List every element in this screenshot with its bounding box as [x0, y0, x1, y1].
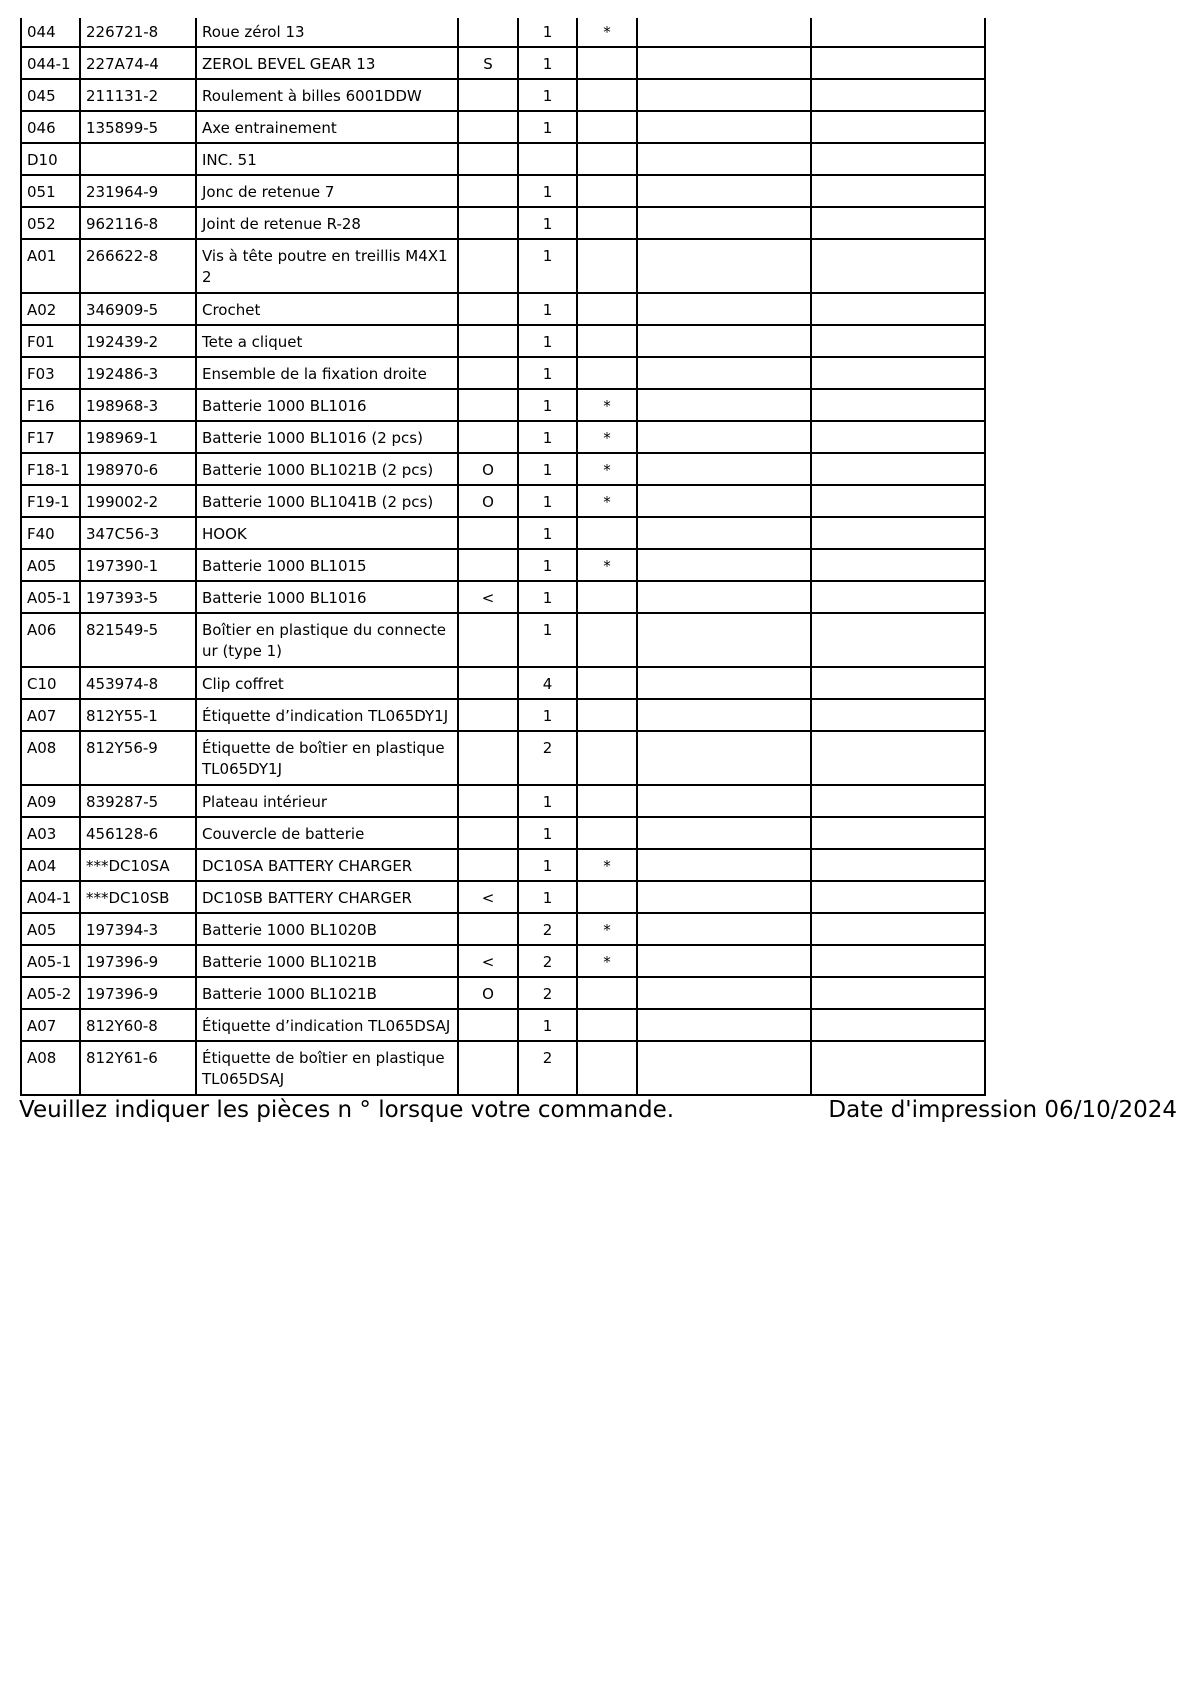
blank-cell-a — [637, 913, 811, 945]
substitution-cell — [458, 239, 518, 293]
part-number-cell: A08 — [21, 1041, 80, 1095]
blank-cell-a — [637, 111, 811, 143]
substitution-cell — [458, 293, 518, 325]
blank-cell-b — [811, 1041, 985, 1095]
description-cell: Axe entrainement — [196, 111, 458, 143]
description-cell: Roulement à billes 6001DDW — [196, 79, 458, 111]
note-cell — [577, 1041, 637, 1095]
blank-cell-a — [637, 699, 811, 731]
note-cell: * — [577, 549, 637, 581]
note-cell: * — [577, 913, 637, 945]
description-cell: INC. 51 — [196, 143, 458, 175]
blank-cell-a — [637, 731, 811, 785]
table-row — [21, 581, 985, 613]
substitution-cell — [458, 1041, 518, 1095]
substitution-cell — [458, 731, 518, 785]
part-number-cell: A07 — [21, 1009, 80, 1041]
blank-cell-a — [637, 977, 811, 1009]
quantity-cell: 1 — [518, 111, 577, 143]
reference-cell: 821549-5 — [80, 613, 196, 667]
table-row — [21, 293, 985, 325]
substitution-cell — [458, 517, 518, 549]
part-number-cell: F01 — [21, 325, 80, 357]
reference-cell: 226721-8 — [80, 18, 196, 47]
parts-table — [20, 18, 986, 1096]
quantity-cell: 2 — [518, 945, 577, 977]
blank-cell-b — [811, 47, 985, 79]
blank-cell-b — [811, 817, 985, 849]
part-number-cell: A07 — [21, 699, 80, 731]
quantity-cell: 1 — [518, 47, 577, 79]
description-cell: Joint de retenue R-28 — [196, 207, 458, 239]
part-number-cell: C10 — [21, 667, 80, 699]
part-number-cell: A05 — [21, 549, 80, 581]
note-cell — [577, 817, 637, 849]
reference-cell — [80, 143, 196, 175]
quantity-cell: 1 — [518, 421, 577, 453]
reference-cell: 231964-9 — [80, 175, 196, 207]
quantity-cell: 1 — [518, 389, 577, 421]
table-row — [21, 817, 985, 849]
quantity-cell: 1 — [518, 207, 577, 239]
table-row — [21, 731, 985, 785]
blank-cell-b — [811, 325, 985, 357]
quantity-cell: 4 — [518, 667, 577, 699]
blank-cell-b — [811, 111, 985, 143]
substitution-cell: < — [458, 581, 518, 613]
substitution-cell — [458, 817, 518, 849]
part-number-cell: A05 — [21, 913, 80, 945]
note-cell — [577, 699, 637, 731]
blank-cell-a — [637, 453, 811, 485]
description-cell: Tete a cliquet — [196, 325, 458, 357]
reference-cell: 197396-9 — [80, 977, 196, 1009]
description-cell: Roue zérol 13 — [196, 18, 458, 47]
reference-cell: 211131-2 — [80, 79, 196, 111]
substitution-cell — [458, 785, 518, 817]
description-cell: Couvercle de batterie — [196, 817, 458, 849]
substitution-cell: O — [458, 977, 518, 1009]
reference-cell: 197393-5 — [80, 581, 196, 613]
blank-cell-a — [637, 613, 811, 667]
blank-cell-b — [811, 389, 985, 421]
description-cell: Crochet — [196, 293, 458, 325]
quantity-cell: 1 — [518, 849, 577, 881]
part-number-cell: F19-1 — [21, 485, 80, 517]
substitution-cell: O — [458, 453, 518, 485]
substitution-cell — [458, 1009, 518, 1041]
table-row — [21, 977, 985, 1009]
description-cell: Vis à tête poutre en treillis M4X1 2 — [196, 239, 458, 293]
note-cell: * — [577, 389, 637, 421]
quantity-cell: 1 — [518, 517, 577, 549]
table-row — [21, 111, 985, 143]
quantity-cell: 1 — [518, 549, 577, 581]
substitution-cell — [458, 18, 518, 47]
quantity-cell: 1 — [518, 699, 577, 731]
order-instruction-note: Veuillez indiquer les pièces n ° lorsque votre commande. — [19, 1097, 675, 1123]
substitution-cell — [458, 421, 518, 453]
reference-cell: 197394-3 — [80, 913, 196, 945]
blank-cell-a — [637, 239, 811, 293]
substitution-cell — [458, 849, 518, 881]
table-row — [21, 389, 985, 421]
part-number-cell: A09 — [21, 785, 80, 817]
description-cell: Batterie 1000 BL1016 — [196, 389, 458, 421]
blank-cell-b — [811, 357, 985, 389]
quantity-cell: 1 — [518, 175, 577, 207]
substitution-cell — [458, 175, 518, 207]
quantity-cell — [518, 143, 577, 175]
description-cell: Étiquette d’indication TL065DSAJ — [196, 1009, 458, 1041]
quantity-cell: 1 — [518, 817, 577, 849]
blank-cell-a — [637, 1009, 811, 1041]
blank-cell-b — [811, 79, 985, 111]
quantity-cell: 1 — [518, 453, 577, 485]
note-cell — [577, 785, 637, 817]
note-cell — [577, 881, 637, 913]
substitution-cell — [458, 667, 518, 699]
substitution-cell — [458, 699, 518, 731]
quantity-cell: 2 — [518, 913, 577, 945]
part-number-cell: A04 — [21, 849, 80, 881]
note-cell: * — [577, 18, 637, 47]
part-number-cell: A05-1 — [21, 581, 80, 613]
quantity-cell: 1 — [518, 1009, 577, 1041]
note-cell — [577, 293, 637, 325]
substitution-cell — [458, 357, 518, 389]
part-number-cell: 044 — [21, 18, 80, 47]
blank-cell-b — [811, 18, 985, 47]
note-cell — [577, 667, 637, 699]
part-number-cell: A05-1 — [21, 945, 80, 977]
blank-cell-b — [811, 207, 985, 239]
part-number-cell: D10 — [21, 143, 80, 175]
description-cell: Batterie 1000 BL1021B — [196, 977, 458, 1009]
substitution-cell — [458, 143, 518, 175]
reference-cell: 812Y61-6 — [80, 1041, 196, 1095]
reference-cell: 197390-1 — [80, 549, 196, 581]
note-cell — [577, 613, 637, 667]
blank-cell-b — [811, 485, 985, 517]
description-cell: Étiquette de boîtier en plastique TL065DY1J — [196, 731, 458, 785]
reference-cell: ***DC10SA — [80, 849, 196, 881]
substitution-cell — [458, 325, 518, 357]
reference-cell: 266622-8 — [80, 239, 196, 293]
reference-cell: 198968-3 — [80, 389, 196, 421]
table-row — [21, 1041, 985, 1095]
table-row — [21, 549, 985, 581]
description-cell: DC10SB BATTERY CHARGER — [196, 881, 458, 913]
part-number-cell: A06 — [21, 613, 80, 667]
part-number-cell: F16 — [21, 389, 80, 421]
note-cell: * — [577, 849, 637, 881]
quantity-cell: 1 — [518, 881, 577, 913]
description-cell: Jonc de retenue 7 — [196, 175, 458, 207]
part-number-cell: 044-1 — [21, 47, 80, 79]
quantity-cell: 1 — [518, 613, 577, 667]
table-row — [21, 1009, 985, 1041]
table-row — [21, 175, 985, 207]
blank-cell-a — [637, 47, 811, 79]
table-row — [21, 207, 985, 239]
blank-cell-a — [637, 421, 811, 453]
description-cell: HOOK — [196, 517, 458, 549]
quantity-cell: 1 — [518, 325, 577, 357]
substitution-cell — [458, 207, 518, 239]
part-number-cell: 051 — [21, 175, 80, 207]
blank-cell-b — [811, 549, 985, 581]
blank-cell-b — [811, 881, 985, 913]
reference-cell: 812Y60-8 — [80, 1009, 196, 1041]
substitution-cell — [458, 549, 518, 581]
blank-cell-a — [637, 207, 811, 239]
description-cell: Batterie 1000 BL1041B (2 pcs) — [196, 485, 458, 517]
description-cell: Batterie 1000 BL1016 — [196, 581, 458, 613]
note-cell — [577, 47, 637, 79]
quantity-cell: 1 — [518, 581, 577, 613]
note-cell — [577, 517, 637, 549]
blank-cell-a — [637, 667, 811, 699]
quantity-cell: 1 — [518, 79, 577, 111]
blank-cell-b — [811, 849, 985, 881]
note-cell — [577, 325, 637, 357]
blank-cell-a — [637, 79, 811, 111]
quantity-cell: 1 — [518, 18, 577, 47]
description-cell: Étiquette de boîtier en plastique TL065DSAJ — [196, 1041, 458, 1095]
blank-cell-a — [637, 549, 811, 581]
reference-cell: 227A74-4 — [80, 47, 196, 79]
description-cell: DC10SA BATTERY CHARGER — [196, 849, 458, 881]
substitution-cell — [458, 613, 518, 667]
description-cell: Clip coffret — [196, 667, 458, 699]
reference-cell: 135899-5 — [80, 111, 196, 143]
quantity-cell: 1 — [518, 293, 577, 325]
reference-cell: 456128-6 — [80, 817, 196, 849]
reference-cell: 198969-1 — [80, 421, 196, 453]
blank-cell-b — [811, 143, 985, 175]
part-number-cell: A02 — [21, 293, 80, 325]
reference-cell: 192439-2 — [80, 325, 196, 357]
blank-cell-b — [811, 239, 985, 293]
blank-cell-b — [811, 785, 985, 817]
description-cell: Ensemble de la fixation droite — [196, 357, 458, 389]
table-row — [21, 881, 985, 913]
table-row — [21, 517, 985, 549]
table-row — [21, 849, 985, 881]
blank-cell-a — [637, 325, 811, 357]
blank-cell-b — [811, 913, 985, 945]
part-number-cell: F03 — [21, 357, 80, 389]
blank-cell-b — [811, 699, 985, 731]
blank-cell-b — [811, 945, 985, 977]
blank-cell-a — [637, 143, 811, 175]
part-number-cell: F17 — [21, 421, 80, 453]
description-cell: Batterie 1000 BL1021B (2 pcs) — [196, 453, 458, 485]
blank-cell-b — [811, 1009, 985, 1041]
reference-cell: 197396-9 — [80, 945, 196, 977]
blank-cell-a — [637, 357, 811, 389]
substitution-cell: < — [458, 881, 518, 913]
note-cell — [577, 1009, 637, 1041]
blank-cell-b — [811, 293, 985, 325]
reference-cell: 346909-5 — [80, 293, 196, 325]
description-cell: Batterie 1000 BL1016 (2 pcs) — [196, 421, 458, 453]
blank-cell-a — [637, 175, 811, 207]
quantity-cell: 1 — [518, 785, 577, 817]
description-cell: ZEROL BEVEL GEAR 13 — [196, 47, 458, 79]
table-row — [21, 945, 985, 977]
note-cell — [577, 79, 637, 111]
table-row — [21, 699, 985, 731]
part-number-cell: 046 — [21, 111, 80, 143]
description-cell: Batterie 1000 BL1020B — [196, 913, 458, 945]
part-number-cell: F18-1 — [21, 453, 80, 485]
blank-cell-a — [637, 18, 811, 47]
part-number-cell: A08 — [21, 731, 80, 785]
note-cell — [577, 175, 637, 207]
blank-cell-b — [811, 613, 985, 667]
quantity-cell: 1 — [518, 357, 577, 389]
table-row — [21, 325, 985, 357]
quantity-cell: 1 — [518, 485, 577, 517]
part-number-cell: 045 — [21, 79, 80, 111]
quantity-cell: 2 — [518, 1041, 577, 1095]
reference-cell: 199002-2 — [80, 485, 196, 517]
table-row — [21, 785, 985, 817]
table-row — [21, 143, 985, 175]
substitution-cell: S — [458, 47, 518, 79]
reference-cell: ***DC10SB — [80, 881, 196, 913]
table-row — [21, 47, 985, 79]
substitution-cell: O — [458, 485, 518, 517]
note-cell: * — [577, 453, 637, 485]
part-number-cell: F40 — [21, 517, 80, 549]
quantity-cell: 2 — [518, 731, 577, 785]
blank-cell-a — [637, 581, 811, 613]
blank-cell-b — [811, 667, 985, 699]
note-cell — [577, 207, 637, 239]
table-row — [21, 18, 985, 47]
blank-cell-a — [637, 849, 811, 881]
blank-cell-a — [637, 389, 811, 421]
reference-cell: 812Y55-1 — [80, 699, 196, 731]
blank-cell-a — [637, 517, 811, 549]
reference-cell: 812Y56-9 — [80, 731, 196, 785]
blank-cell-a — [637, 1041, 811, 1095]
substitution-cell — [458, 389, 518, 421]
reference-cell: 192486-3 — [80, 357, 196, 389]
part-number-cell: 052 — [21, 207, 80, 239]
note-cell — [577, 239, 637, 293]
note-cell — [577, 731, 637, 785]
table-row — [21, 913, 985, 945]
part-number-cell: A01 — [21, 239, 80, 293]
part-number-cell: A03 — [21, 817, 80, 849]
blank-cell-a — [637, 817, 811, 849]
note-cell: * — [577, 421, 637, 453]
blank-cell-b — [811, 517, 985, 549]
quantity-cell: 2 — [518, 977, 577, 1009]
blank-cell-b — [811, 977, 985, 1009]
table-row — [21, 239, 985, 293]
print-date: Date d'impression 06/10/2024 — [828, 1097, 1177, 1123]
description-cell: Batterie 1000 BL1015 — [196, 549, 458, 581]
table-row — [21, 421, 985, 453]
blank-cell-b — [811, 581, 985, 613]
blank-cell-a — [637, 945, 811, 977]
substitution-cell — [458, 79, 518, 111]
blank-cell-b — [811, 731, 985, 785]
note-cell — [577, 143, 637, 175]
reference-cell: 198970-6 — [80, 453, 196, 485]
quantity-cell: 1 — [518, 239, 577, 293]
parts-table-body — [21, 18, 985, 1095]
blank-cell-b — [811, 175, 985, 207]
substitution-cell — [458, 913, 518, 945]
note-cell — [577, 111, 637, 143]
part-number-cell: A04-1 — [21, 881, 80, 913]
table-row — [21, 453, 985, 485]
blank-cell-a — [637, 881, 811, 913]
description-cell: Boîtier en plastique du connecte ur (type 1) — [196, 613, 458, 667]
substitution-cell — [458, 111, 518, 143]
blank-cell-a — [637, 485, 811, 517]
reference-cell: 839287-5 — [80, 785, 196, 817]
note-cell: * — [577, 945, 637, 977]
note-cell — [577, 357, 637, 389]
substitution-cell: < — [458, 945, 518, 977]
note-cell — [577, 977, 637, 1009]
description-cell: Plateau intérieur — [196, 785, 458, 817]
part-number-cell: A05-2 — [21, 977, 80, 1009]
blank-cell-a — [637, 293, 811, 325]
table-row — [21, 667, 985, 699]
table-row — [21, 79, 985, 111]
note-cell — [577, 581, 637, 613]
reference-cell: 962116-8 — [80, 207, 196, 239]
reference-cell: 347C56-3 — [80, 517, 196, 549]
description-cell: Étiquette d’indication TL065DY1J — [196, 699, 458, 731]
note-cell: * — [577, 485, 637, 517]
blank-cell-b — [811, 453, 985, 485]
blank-cell-a — [637, 785, 811, 817]
table-row — [21, 485, 985, 517]
table-row — [21, 613, 985, 667]
reference-cell: 453974-8 — [80, 667, 196, 699]
table-row — [21, 357, 985, 389]
description-cell: Batterie 1000 BL1021B — [196, 945, 458, 977]
blank-cell-b — [811, 421, 985, 453]
